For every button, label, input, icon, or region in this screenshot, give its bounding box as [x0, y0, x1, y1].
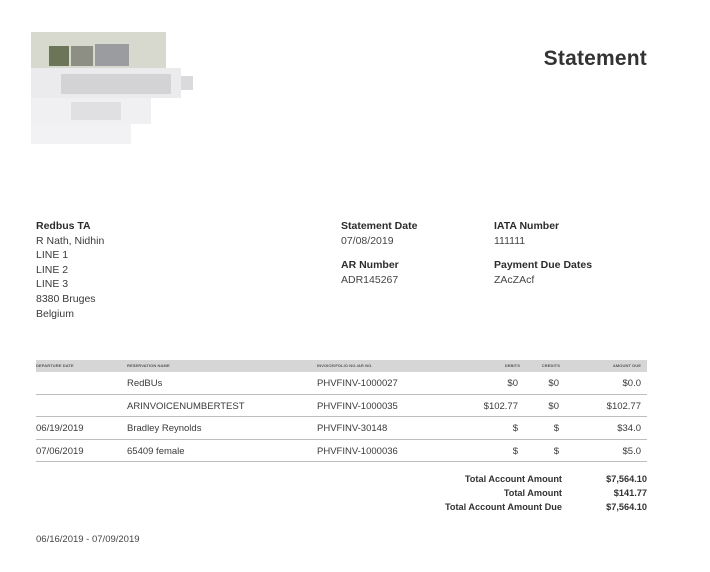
ar-number-value: ADR145267 [341, 274, 399, 286]
total-due-label: Total Account Amount Due [444, 502, 562, 512]
cell-invoice: PHVFINV-1000027 [317, 378, 398, 389]
statement-date-range: 06/16/2019 - 07/09/2019 [36, 534, 140, 545]
cell-amount-due: $34.0 [617, 423, 641, 434]
cell-amount-due: $102.77 [606, 400, 641, 412]
ar-number-block [341, 258, 399, 288]
cell-name: Bradley Reynolds [127, 423, 202, 434]
cell-credits: $0 [548, 400, 559, 412]
cell-date: 06/19/2019 [36, 423, 84, 434]
totals-values [606, 472, 647, 514]
cell-name: 65409 female [127, 445, 185, 457]
statement-date-label: Statement Date [341, 220, 418, 232]
iata-number-label: IATA Number [494, 220, 560, 232]
cell-invoice: PHVFINV-1000035 [317, 400, 398, 412]
cell-amount-due: $0.0 [622, 378, 641, 389]
customer-address [36, 219, 104, 321]
cell-credits: $0 [548, 378, 559, 389]
cell-invoice: PHVFINV-1000036 [317, 445, 398, 457]
cell-name: RedBUs [127, 378, 163, 389]
address-line: LINE 1 [36, 249, 69, 262]
address-line: R Nath, Nidhin [36, 234, 105, 247]
total-account-amount-label: Total Account Amount [464, 474, 562, 484]
statement-date-block [341, 219, 417, 249]
cell-debits: $102.77 [483, 400, 518, 412]
iata-number-block [494, 219, 559, 249]
address-line: 8380 Bruges [36, 292, 96, 305]
total-due-value: $7,564.10 [606, 502, 647, 512]
document-title: Statement [543, 47, 647, 70]
total-amount-label: Total Amount [503, 488, 562, 498]
col-header-invoice: INVOICE/FOLIO NO./AR NO. [317, 363, 373, 368]
cell-date: 07/06/2019 [36, 445, 84, 457]
col-header-debits: DEBITS [504, 363, 520, 368]
table-row [36, 417, 647, 440]
col-header-departure-date: DEPARTURE DATE [36, 363, 74, 368]
cell-credits: $ [553, 445, 559, 457]
cell-amount-due: $5.0 [622, 445, 641, 457]
cell-debits: $ [512, 445, 518, 457]
cell-credits: $ [553, 423, 559, 434]
cell-debits: $0 [507, 378, 518, 389]
address-line: LINE 2 [36, 263, 69, 276]
col-header-reservation-name: RESERVATION NAME [127, 363, 170, 368]
cell-invoice: PHVFINV-30148 [317, 423, 388, 434]
statement-table [36, 360, 647, 462]
cell-debits: $ [512, 423, 518, 434]
ar-number-label: AR Number [341, 259, 399, 271]
total-account-amount-value: $7,564.10 [606, 474, 647, 484]
address-line: Belgium [36, 307, 74, 320]
table-row [36, 440, 647, 463]
col-header-credits: CREDITS [541, 363, 560, 368]
payment-due-block [494, 258, 592, 288]
col-header-amount-due: AMOUNT DUE [612, 363, 641, 368]
iata-number-value: 111111 [494, 235, 526, 247]
address-line: LINE 3 [36, 278, 69, 291]
table-row [36, 395, 647, 418]
total-amount-value: $141.77 [613, 488, 647, 498]
company-logo [31, 32, 196, 144]
payment-due-label: Payment Due Dates [494, 259, 593, 271]
statement-date-value: 07/08/2019 [341, 235, 394, 247]
payment-due-value: ZAcZAcf [494, 274, 535, 286]
customer-name: Redbus TA [36, 220, 91, 232]
table-row [36, 372, 647, 395]
cell-name: ARINVOICENUMBERTEST [127, 400, 245, 412]
totals-labels [445, 472, 562, 514]
table-header [36, 360, 647, 372]
